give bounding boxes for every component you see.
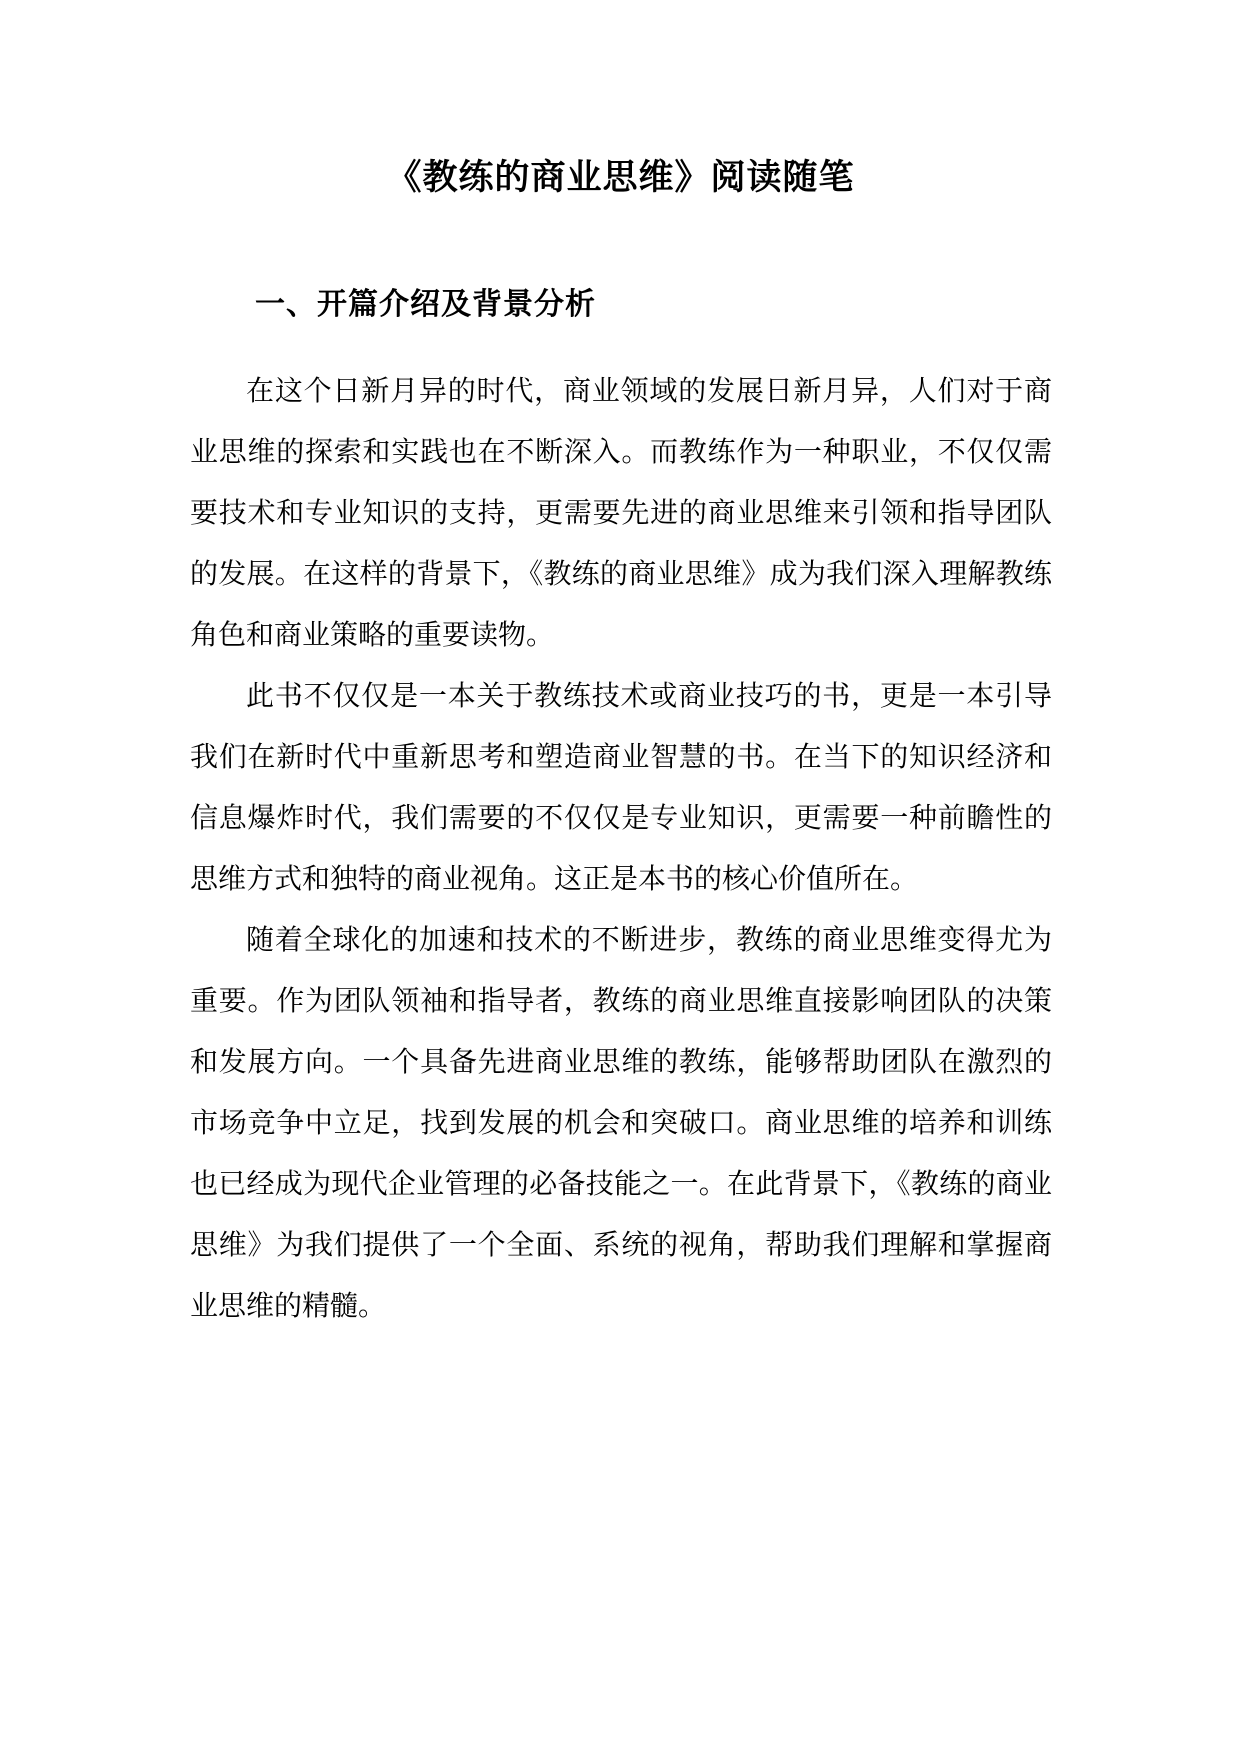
paragraph-1: 在这个日新月异的时代，商业领域的发展日新月异，人们对于商业思维的探索和实践也在不断深入。而教练作为一种职业，不仅仅需要技术和专业知识的支持，更需要先进的商业思维来引领和指导团队的发展。在这样的背景下，《教练的商业思维》成为我们深入理解教练角色和商业策略的重要读物。 [190, 374, 1052, 651]
document-title: 《教练的商业思维》阅读随笔 [386, 157, 855, 198]
paragraph-2: 此书不仅仅是一本关于教练技术或商业技巧的书，更是一本引导我们在新时代中重新思考和塑造商业智慧的书。在当下的知识经济和信息爆炸时代，我们需要的不仅仅是专业知识，更需要一种前瞻性的思维方式和独特的商业视角。这正是本书的核心价值所在。 [190, 679, 1052, 895]
section-body [190, 360, 1052, 1336]
section-heading: 一、开篇介绍及背景分析 [255, 287, 596, 322]
paragraph-3: 随着全球化的加速和技术的不断进步，教练的商业思维变得尤为重要。作为团队领袖和指导者，教练的商业思维直接影响团队的决策和发展方向。一个具备先进商业思维的教练，能够帮助团队在激烈的市场竞争中立足，找到发展的机会和突破口。商业思维的培养和训练也已经成为现代企业管理的必备技能之一。在此背景下，《教练的商业思维》为我们提供了一个全面、系统的视角，帮助我们理解和掌握商业思维的精髓。 [190, 923, 1052, 1322]
